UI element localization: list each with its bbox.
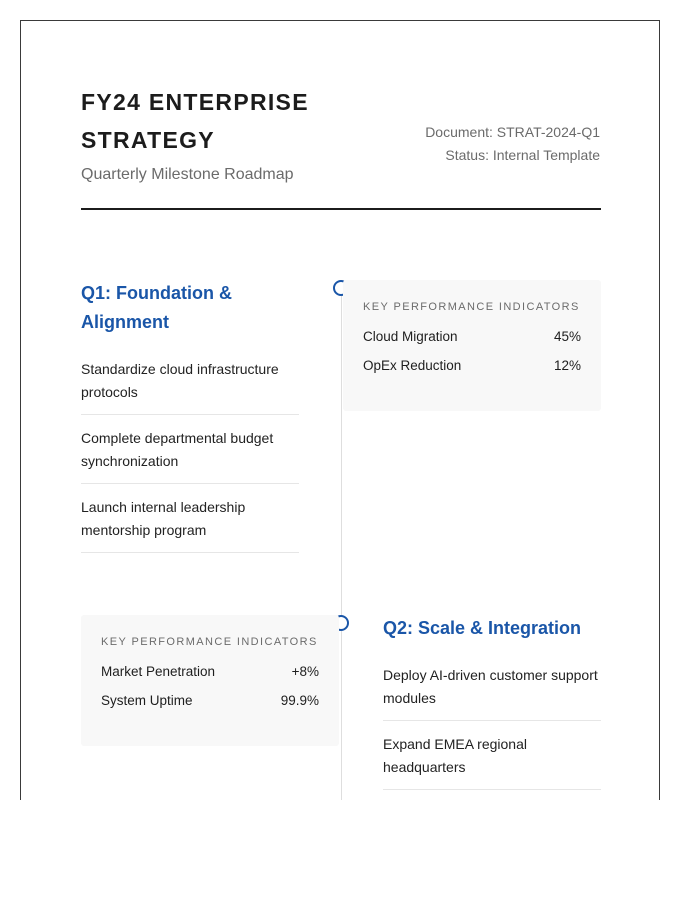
milestone-item: Complete departmental budget synchronization <box>81 415 299 484</box>
milestone-item: Launch internal leadership mentorship program <box>81 484 299 553</box>
document-subtitle: Quarterly Milestone Roadmap <box>81 166 294 183</box>
milestone-item: Deploy AI-driven customer support modules <box>383 664 601 721</box>
kpi-card-q2 <box>81 615 339 746</box>
document-page <box>20 20 660 800</box>
kpi-row <box>101 663 319 681</box>
milestone-item: Standardize cloud infrastructure protocols <box>81 358 299 415</box>
kpi-value: 45% <box>553 329 581 344</box>
milestone-list-q1 <box>81 358 299 553</box>
document-status: Status: Internal Template <box>445 146 600 163</box>
kpi-heading: KEY PERFORMANCE INDICATORS <box>101 636 318 648</box>
kpi-heading: KEY PERFORMANCE INDICATORS <box>363 301 580 313</box>
milestone-item: Expand EMEA regional headquarters <box>383 721 601 790</box>
kpi-value: +8% <box>291 664 319 679</box>
header-divider <box>81 208 601 210</box>
milestone-list-q2 <box>383 664 601 790</box>
kpi-row <box>363 357 581 375</box>
kpi-row <box>101 692 319 710</box>
kpi-label: Cloud Migration <box>363 329 458 344</box>
document-title: FY24 ENTERPRISE STRATEGY <box>81 89 309 153</box>
kpi-card-q1 <box>343 280 601 411</box>
phase-title-q1: Q1: Foundation & Alignment <box>81 283 232 332</box>
kpi-label: System Uptime <box>101 693 193 708</box>
kpi-value: 12% <box>553 358 581 373</box>
phase-title-q2: Q2: Scale & Integration <box>383 618 582 638</box>
document-meta <box>425 121 600 166</box>
kpi-value: 99.9% <box>280 693 319 708</box>
kpi-row <box>363 328 581 346</box>
timeline-axis <box>341 288 342 800</box>
document-id: Document: STRAT-2024-Q1 <box>425 124 600 140</box>
kpi-label: Market Penetration <box>101 664 216 679</box>
kpi-label: OpEx Reduction <box>363 358 462 373</box>
